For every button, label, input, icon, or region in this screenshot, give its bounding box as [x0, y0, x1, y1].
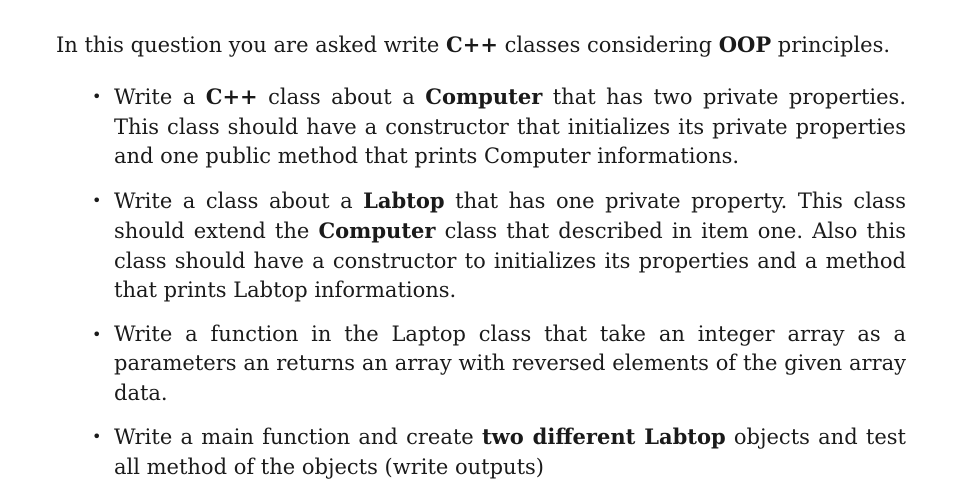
- task-item-reverse-function: [92, 320, 906, 409]
- bold-term: OOP: [718, 32, 772, 57]
- bold-term: Computer: [425, 84, 543, 109]
- task-text: [114, 189, 906, 303]
- task-item-main-function: [92, 422, 906, 482]
- text-run: class about a: [257, 85, 426, 109]
- text-run: Write a function in the Laptop class that take an integer array as a parameters an returns an array with reversed elements of the given array data.: [114, 321, 906, 405]
- text-run: Write a class about a: [114, 188, 364, 213]
- bold-term: C++: [205, 84, 258, 109]
- task-text: [114, 85, 906, 168]
- text-run: that has one private property. This class should extend the: [114, 188, 906, 243]
- bold-term: C++: [446, 32, 498, 57]
- text-run: principles.: [771, 33, 891, 57]
- bold-term: Labtop: [363, 187, 445, 213]
- bold-term: Computer: [318, 218, 436, 243]
- bullet-icon: •: [92, 324, 102, 344]
- text-run: that has two private properties. This class should have a constructor that initializes its private properties and one public method that prints Computer informations.: [114, 85, 906, 168]
- task-item-computer-class: [92, 82, 906, 172]
- intro-paragraph: [56, 30, 916, 60]
- text-run: In this question you are asked write: [56, 33, 447, 57]
- text-run: classes considering: [497, 33, 719, 57]
- text-run: Write a main function and create: [114, 425, 482, 449]
- text-run: objects and test all method of the objects (write outputs): [114, 425, 906, 479]
- bold-term: two different Labtop: [481, 424, 726, 449]
- document-body: [56, 30, 916, 496]
- bullet-icon: •: [92, 87, 102, 106]
- text-run: class that described in item one. Also this class should have a constructor to initializes its properties and a method that prints Labtop informations.: [114, 219, 906, 302]
- task-text: [114, 425, 906, 479]
- task-list: [56, 82, 916, 482]
- bullet-icon: •: [92, 427, 102, 446]
- text-run: Write a: [114, 85, 206, 109]
- bullet-icon: •: [92, 190, 102, 210]
- task-text: [114, 322, 906, 405]
- task-item-labtop-class: [92, 186, 906, 306]
